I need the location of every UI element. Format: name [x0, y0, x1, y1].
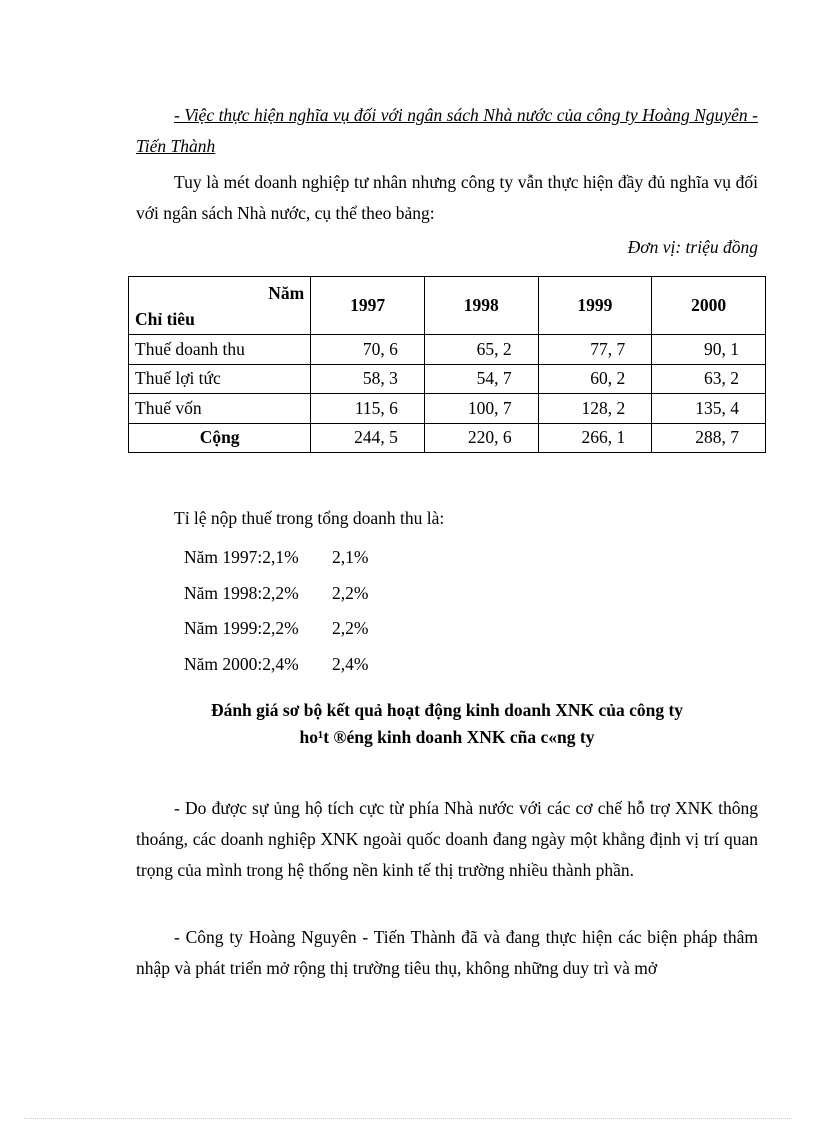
list-item: [184, 576, 368, 612]
section-title: [136, 697, 758, 751]
rate-label: Năm 1997:2,1%: [184, 547, 299, 567]
section-title-line-2: ho¹t ®éng kinh doanh XNK cña c«ng ty: [299, 727, 595, 747]
table-cell: 100, 7: [424, 394, 538, 424]
table-cell: 58, 3: [311, 364, 425, 394]
year-header: 1999: [538, 277, 652, 335]
tax-rate-list: [184, 540, 368, 682]
table-row: [129, 364, 766, 394]
table-cell: 77, 7: [538, 335, 652, 365]
paragraph-2: - Công ty Hoàng Nguyên - Tiến Thành đã và đang thực hiện các biện pháp thâm nhập và phát triển mở rộng thị trường tiêu thụ, không những duy trì và mở: [136, 927, 758, 978]
unit-note: Đơn vị: triệu đồng: [627, 237, 758, 257]
total-label: Cộng: [129, 423, 311, 453]
year-header: 2000: [652, 277, 766, 335]
rate-value: 2,1%: [332, 547, 369, 567]
table-total-row: [129, 423, 766, 453]
rate-value: 2,2%: [332, 582, 369, 603]
rate-label: Năm 1998:2,2%: [184, 582, 299, 603]
corner-indicator-label: Chỉ tiêu: [135, 309, 195, 329]
table-cell: 266, 1: [538, 423, 652, 453]
list-item: [184, 540, 368, 576]
section-heading: - Việc thực hiện nghĩa vụ đối với ngân sách Nhà nước của công ty Hoàng Nguyên - Tiến Thành: [136, 105, 758, 156]
rate-label: Năm 2000:2,4%: [184, 653, 299, 674]
corner-year-label: Năm: [268, 283, 305, 303]
rate-value: 2,4%: [332, 653, 369, 674]
rates-intro: Tỉ lệ nộp thuế trong tổng doanh thu là:: [174, 508, 445, 528]
table-row: [129, 335, 766, 365]
table-cell: 63, 2: [652, 364, 766, 394]
tax-table: [128, 276, 766, 453]
intro-paragraph: Tuy là mét doanh nghiệp tư nhân nhưng công ty vẫn thực hiện đầy đủ nghĩa vụ đối với ngân sách Nhà nước, cụ thể theo bảng:: [136, 172, 758, 223]
table-cell: 220, 6: [424, 423, 538, 453]
rate-label: Năm 1999:2,2%: [184, 618, 299, 638]
table-cell: 70, 6: [311, 335, 425, 365]
table-cell: 65, 2: [424, 335, 538, 365]
table-cell: 128, 2: [538, 394, 652, 424]
table-cell: 54, 7: [424, 364, 538, 394]
table-cell: 60, 2: [538, 364, 652, 394]
table-cell: 244, 5: [311, 423, 425, 453]
row-label: Thuế vốn: [129, 394, 311, 424]
table-corner-cell: [129, 277, 311, 335]
row-label: Thuế lợi tức: [129, 364, 311, 394]
paragraph-1: - Do được sự ủng hộ tích cực từ phía Nhà nước với các cơ chế hỗ trợ XNK thông thoáng, các doanh nghiệp XNK ngoài quốc doanh đang ngày một khẳng định vị trí quan trọng của mình trong hệ thống nền kinh tế thị trường nhiều thành phần.: [136, 798, 758, 880]
list-item: [184, 647, 368, 683]
table-header-row: [129, 277, 766, 335]
table-cell: 288, 7: [652, 423, 766, 453]
page-bottom-divider: [24, 1118, 792, 1119]
rate-value: 2,2%: [332, 618, 369, 638]
row-label: Thuế doanh thu: [129, 335, 311, 365]
table-cell: 90, 1: [652, 335, 766, 365]
year-header: 1997: [311, 277, 425, 335]
list-item: [184, 611, 368, 647]
year-header: 1998: [424, 277, 538, 335]
table-row: [129, 394, 766, 424]
table-cell: 115, 6: [311, 394, 425, 424]
table-cell: 135, 4: [652, 394, 766, 424]
section-title-line-1: Đánh giá sơ bộ kết quả hoạt động kinh doanh XNK của công ty: [210, 700, 684, 720]
